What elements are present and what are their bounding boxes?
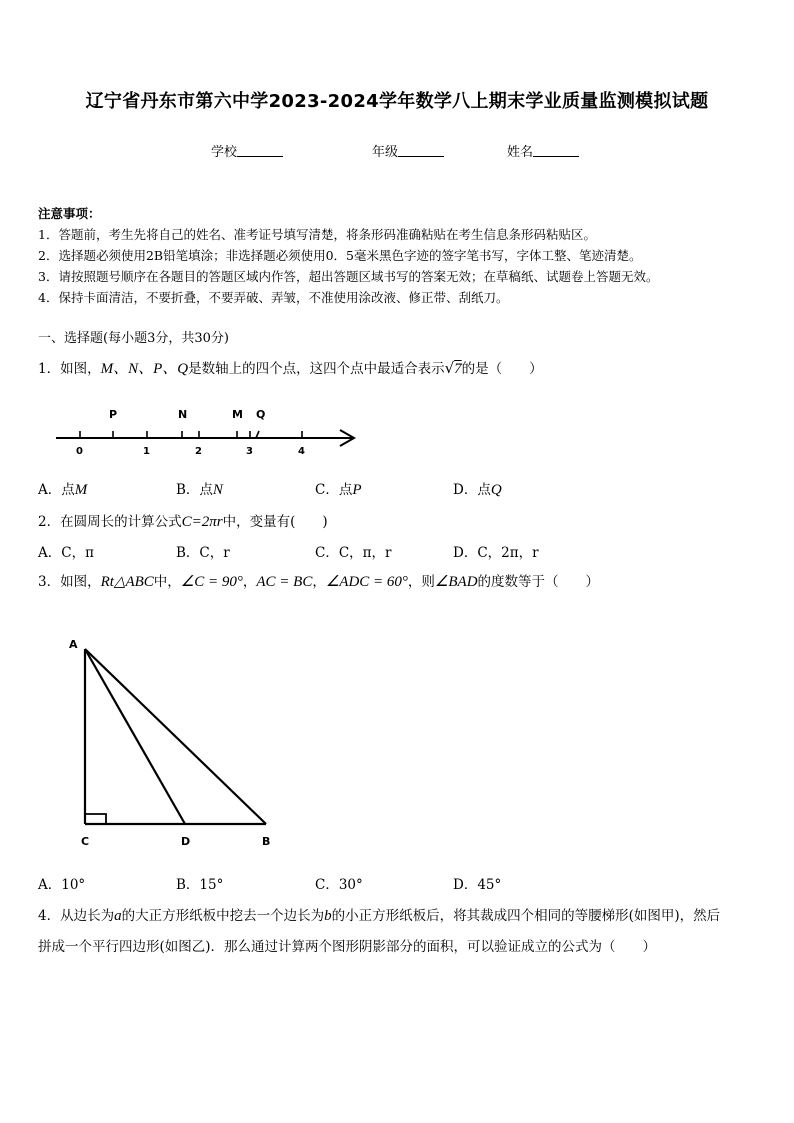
tick-label-1: 1 (143, 446, 150, 457)
q3-cond2: AC = BC (256, 574, 313, 590)
q1-points: M、N、P、Q (100, 361, 189, 377)
option-label: A．点 (38, 482, 75, 498)
tick-label-4: 4 (298, 446, 305, 457)
q2-option-a[interactable]: A．C，π (38, 545, 94, 561)
q4-text: 的大正方形纸板中挖去一个边长为 (121, 908, 325, 924)
grade-blank[interactable] (398, 143, 444, 157)
grade-field (372, 141, 444, 160)
number-line-figure (50, 400, 370, 462)
option-value: N (212, 482, 223, 498)
question-3-stem (38, 570, 599, 591)
grade-label: 年级 (372, 145, 399, 160)
option-label: C．点 (315, 482, 353, 498)
q3-prefix: 3．如图， (38, 574, 101, 590)
q2-option-c[interactable]: C．C，π，r (315, 545, 392, 561)
point-p-label: P (109, 408, 118, 421)
name-label: 姓名 (507, 145, 534, 160)
point-q-label: Q (256, 408, 266, 421)
name-blank[interactable] (533, 143, 579, 157)
vertex-c-label: C (81, 835, 90, 848)
page-title: 辽宁省丹东市第六中学2023-2024学年数学八上期末学业质量监测模拟试题 (85, 91, 709, 112)
q2-option-d[interactable]: D．C，2π，r (453, 545, 539, 561)
option-value: Q (490, 482, 502, 498)
q2-formula: C=2πr (181, 514, 223, 530)
name-field (507, 141, 579, 160)
note-item: 1．答题前，考生先将自己的姓名、准考证号填写清楚，将条形码准确粘贴在考生信息条形码粘贴区。 (38, 227, 596, 242)
q3-suffix: 的度数等于（ ） (477, 574, 600, 590)
q2-prefix: 2．在圆周长的计算公式 (38, 514, 182, 530)
triangle-figure (60, 630, 290, 855)
question-4-line-1 (38, 904, 720, 925)
q3-mid2: ，则 (407, 574, 435, 590)
q3-option-b[interactable]: B．15° (176, 877, 224, 893)
q3-option-c[interactable]: C．30° (315, 877, 363, 893)
q1-middle: 是数轴上的四个点，这四个点中最适合表示 (188, 361, 445, 377)
note-item: 2．选择题必须使用2B铅笔填涂；非选择题必须使用0．5毫米黑色字迹的签字笔书写，字体工整、笔迹清楚。 (38, 248, 642, 263)
q4-var-a: a (114, 908, 122, 924)
tick-label-2: 2 (195, 446, 202, 457)
q2-suffix: 中，变量有( ) (222, 514, 328, 530)
q3-option-d[interactable]: D．45° (453, 877, 502, 893)
right-angle-mark (85, 814, 106, 824)
option-label: D．点 (453, 482, 491, 498)
q1-prefix: 1．如图， (38, 361, 101, 377)
notes-heading: 注意事项： (38, 206, 101, 221)
q3-sep2: ， (312, 574, 326, 590)
notes-block (38, 203, 658, 308)
q2-option-b[interactable]: B．C，r (176, 545, 230, 561)
note-item: 3．请按照题号顺序在各题目的答题区域内作答，超出答题区域书写的答案无效；在草稿纸、试题卷上答题无效。 (38, 269, 659, 284)
q4-text: 4．从边长为 (38, 908, 115, 924)
q3-triangle: Rt△ABC (100, 574, 154, 590)
school-field (211, 141, 283, 160)
q1-option-a[interactable] (38, 478, 87, 499)
question-1-stem (38, 357, 543, 378)
note-item: 4．保持卡面清洁，不要折叠，不要弄破、弄皱，不准使用涂改液、修正带、刮纸刀。 (38, 290, 509, 305)
vertex-a-label: A (69, 638, 78, 651)
question-4-line-2: 拼成一个平行四边形(如图乙)．那么通过计算两个图形阴影部分的面积，可以验证成立的公式为（ ） (38, 939, 657, 955)
q3-sep1: ， (242, 574, 257, 590)
q3-mid1: 中， (153, 574, 181, 590)
sqrt-symbol: √ (444, 359, 455, 377)
point-n-label: N (178, 408, 188, 421)
tick-label-0: 0 (76, 446, 83, 457)
option-label: B．点 (176, 482, 213, 498)
school-blank[interactable] (237, 143, 283, 157)
q1-option-c[interactable] (315, 478, 362, 499)
question-2-stem (38, 510, 328, 531)
q3-cond1: ∠C = 90° (180, 574, 243, 590)
q1-option-d[interactable] (453, 478, 502, 499)
segment-ad (85, 649, 185, 824)
q1-option-b[interactable] (176, 478, 223, 499)
q4-text: 的小正方形纸板后，将其裁成四个相同的等腰梯形(如图甲)，然后 (331, 908, 721, 924)
q4-var-b: b (324, 908, 332, 924)
tick-label-3: 3 (246, 446, 253, 457)
option-value: M (74, 482, 88, 498)
q3-option-a[interactable]: A．10° (38, 877, 86, 893)
q3-target: ∠BAD (434, 574, 478, 590)
point-m-label: M (232, 408, 243, 421)
vertex-b-label: B (262, 835, 271, 848)
point-q-tick (256, 431, 259, 438)
q3-cond3: ∠ADC = 60° (325, 574, 408, 590)
vertex-d-label: D (181, 835, 191, 848)
side-ab (85, 649, 266, 824)
q1-suffix: 的是（ ） (461, 361, 543, 377)
q1-radicand: 7 (454, 361, 462, 377)
school-label: 学校 (211, 145, 238, 160)
option-value: P (352, 482, 362, 498)
section-title: 一、选择题(每小题3分，共30分) (38, 331, 229, 346)
